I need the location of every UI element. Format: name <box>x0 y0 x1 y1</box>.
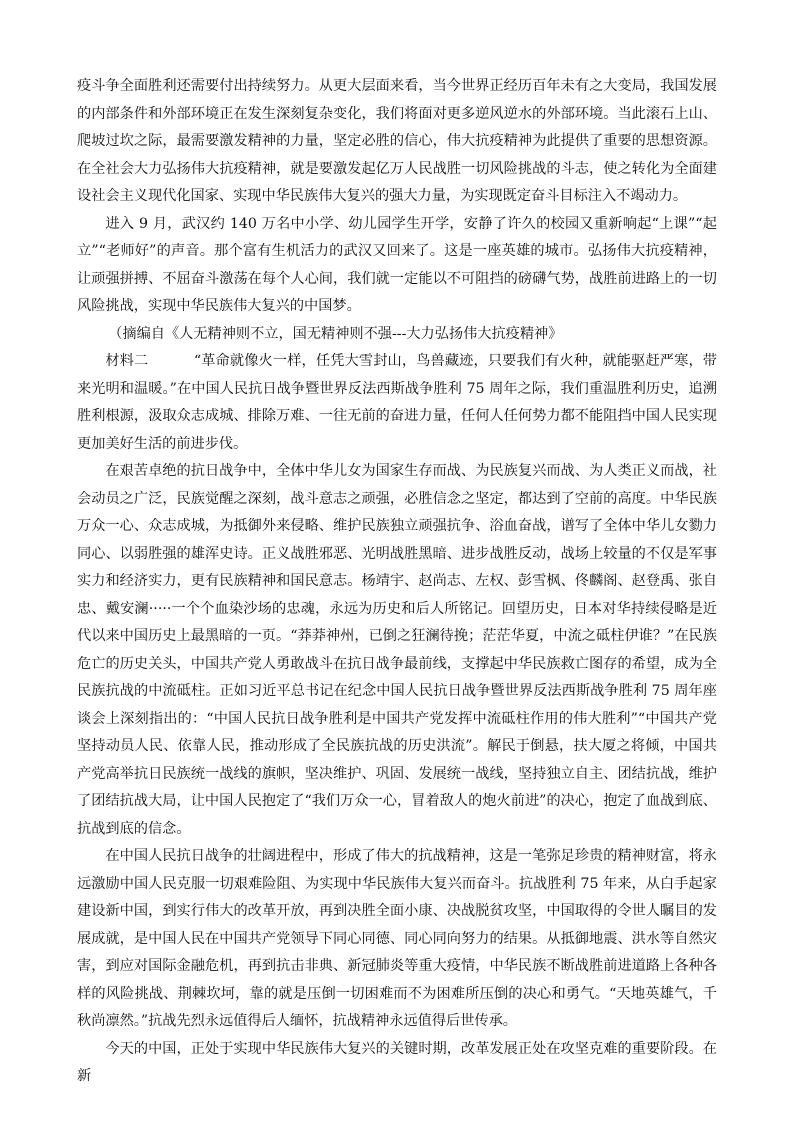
paragraph: 在中国人民抗日战争的壮阔进程中，形成了伟大的抗战精神，这是一笔弥足珍贵的精神财富，将永远激励中国人民克服一切艰难险阻、为实现中华民族伟大复兴而奋斗。抗战胜利 75 年来，从白手起家建设新中国，到实行伟大的改革开放，再到决胜全面小康、决战脱贫攻坚，中国取得的令世人瞩目的发展成就，是中国人民在中国共产党领导下同心同德、同心同向努力的结果。从抵御地震、洪水等自然灾害，到应对国际金融危机，再到抗击非典、新冠肺炎等重大疫情，中华民族不断战胜前进道路上各种各样的风险挑战、荆棘坎坷，靠的就是压倒一切困难而不为困难所压倒的决心和勇气。“天地英雄气，千秋尚凛然。”抗战先烈永远值得后人缅怀，抗战精神永远值得后世传承。 <box>77 848 717 1029</box>
document-page <box>77 73 717 1091</box>
paragraph: 疫斗争全面胜利还需要付出持续努力。从更大层面来看，当今世界正经历百年未有之大变局，我国发展的内部条件和外部环境正在发生深刻复杂变化，我们将面对更多逆风逆水的外部环境。当此滚石上山、爬坡过坎之际，最需要激发精神的力量，坚定必胜的信心，伟大抗疫精神为此提供了重要的思想资源。在全社会大力弘扬伟大抗疫精神，就是要激发起亿万人民战胜一切风险挑战的斗志，使之转化为全面建设社会主义现代化国家、实现中华民族伟大复兴的强大力量，为实现既定奋斗目标注入不竭动力。 <box>77 78 717 204</box>
source-citation: （摘编自《人无精神则不立，国无精神则不强---大力弘扬伟大抗疫精神》 <box>108 325 563 342</box>
material-two-paragraph <box>77 348 717 458</box>
paragraph: 进入 9 月，武汉约 140 万名中小学、幼儿园学生开学，安静了许久的校园又重新响起“上课”“起立”“老师好”的声音。那个富有生机活力的武汉又回来了。这是一座英雄的城市。弘扬伟大抗疫精神，让顽强拼搏、不屈奋斗激荡在每个人心间，我们就一定能以不可阻挡的磅礴气势，战胜前进路上的一切风险挑战，实现中华民族伟大复兴的中国梦。 <box>77 215 717 314</box>
material-label: 材料二 <box>105 353 149 369</box>
paragraph: 今天的中国，正处于实现中华民族伟大复兴的关键时期，改革发展正处在攻坚克难的重要阶段。在新 <box>77 1040 717 1084</box>
paragraph: 在艰苦卓绝的抗日战争中，全体中华儿女为国家生存而战、为民族复兴而战、为人类正义而战，社会动员之广泛，民族觉醒之深刻，战斗意志之顽强，必胜信念之坚定，都达到了空前的高度。中华民族万众一心、众志成城，为抵御外来侵略、维护民族独立顽强抗争、浴血奋战，谱写了全体中华儿女勠力同心、以弱胜强的雄浑史诗。正义战胜邪恶、光明战胜黑暗、进步战胜反动，战场上较量的不仅是军事实力和经济实力，更有民族精神和国民意志。杨靖宇、赵尚志、左权、彭雪枫、佟麟阁、赵登禹、张自忠、戴安澜·····一个个血染沙场的忠魂，永远为历史和后人所铭记。回望历史，日本对华持续侵略是近代以来中国历史上最黑暗的一页。“莽莽神州，已倒之狂澜待挽；茫茫华夏，中流之砥柱伊谁？”在民族危亡的历史关头，中国共产党人勇敢战斗在抗日战争最前线，支撑起中华民族救亡图存的希望，成为全民族抗战的中流砥柱。正如习近平总书记在纪念中国人民抗日战争暨世界反法西斯战争胜利 75 周年座谈会上深刻指出的：“中国人民抗日战争胜利是中国共产党发挥中流砥柱作用的伟大胜利”“中国共产党坚持动员人民、依靠人民，推动形成了全民族抗战的历史洪流”。解民于倒悬，扶大厦之将倾，中国共产党高举抗日民族统一战线的旗帜，坚决维护、巩固、发展统一战线，坚持独立自主、团结抗战，维护了团结抗战大局，让中国人民抱定了“我们万众一心，冒着敌人的炮火前进”的决心，抱定了血战到底、抗战到底的信念。 <box>77 463 717 837</box>
material-two-text: “革命就像火一样，任凭大雪封山，鸟兽藏迹，只要我们有火种，就能驱赶严寒，带来光明和温暖。”在中国人民抗日战争暨世界反法西斯战争胜利 75 周年之际，我们重温胜利历史，追溯胜利根源，汲取众志成城、排除万难、一往无前的奋进力量，任何人任何势力都不能阻挡中国人民实现更加美好生活的前进步伐。 <box>77 353 717 452</box>
